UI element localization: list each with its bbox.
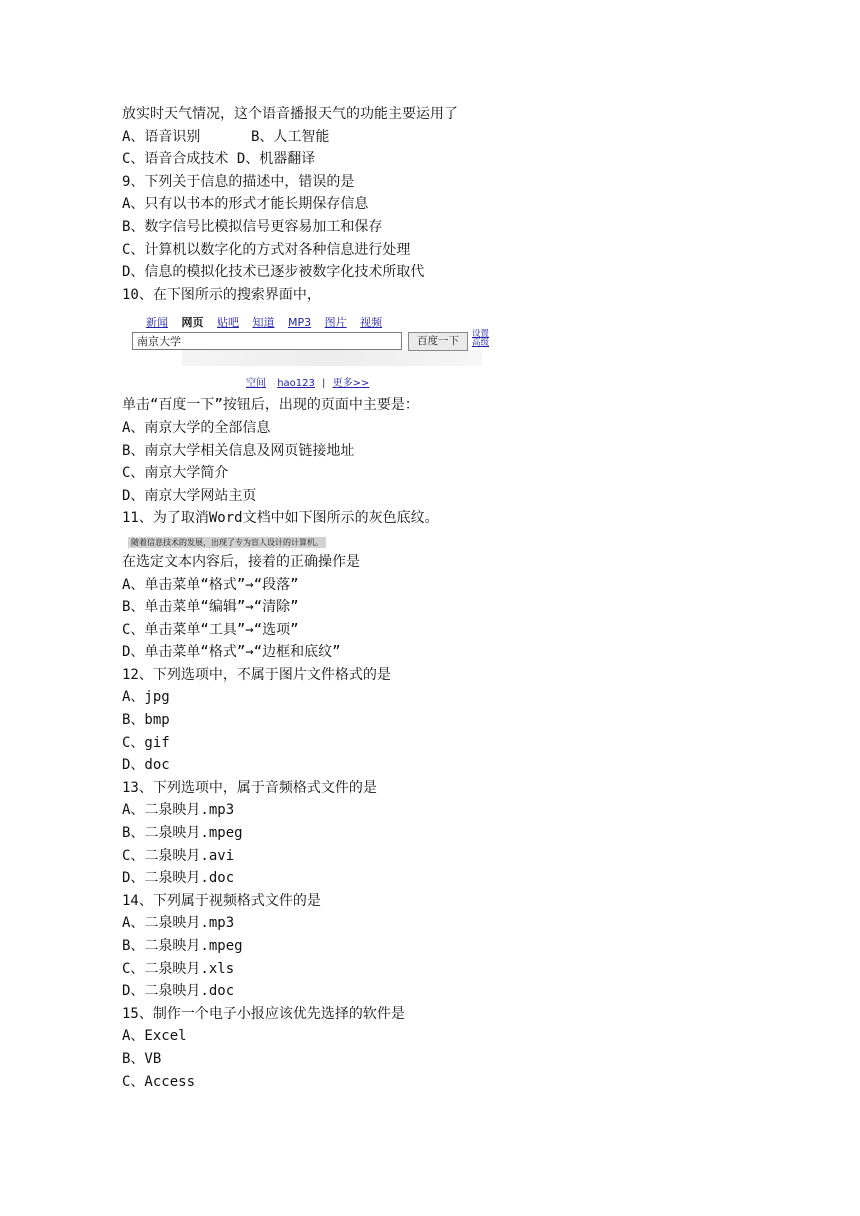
search-input: 南京大学	[132, 332, 402, 350]
link-space: 空间	[246, 378, 266, 390]
question-block-a	[122, 103, 782, 306]
link-more: 更多>>	[332, 378, 370, 390]
text-line: A、南京大学的全部信息	[122, 419, 271, 436]
text-line: A、单击菜单“格式”→“段落”	[122, 576, 299, 593]
text-line: D、doc	[122, 757, 170, 774]
text-line: A、语音识别 B、人工智能	[122, 128, 330, 145]
text-line: 15、制作一个电子小报应该优先选择的软件是	[122, 1005, 405, 1022]
link-separator: |	[322, 378, 326, 390]
settings-link: 设置 高级	[472, 329, 490, 349]
tab-video: 视频	[360, 316, 383, 330]
text-line: D、单击菜单“格式”→“边框和底纹”	[122, 644, 341, 661]
search-interface-figure	[122, 308, 502, 394]
question-block-b	[122, 394, 782, 530]
text-line: A、Excel	[122, 1028, 187, 1045]
link-hao123: hao123	[277, 378, 315, 390]
text-line: B、二泉映月.mpeg	[122, 825, 243, 842]
text-line: B、数字信号比模拟信号更容易加工和保存	[122, 218, 383, 235]
text-line: C、二泉映月.xls	[122, 960, 235, 977]
text-line: 10、在下图所示的搜索界面中，	[122, 286, 321, 303]
tab-zhidao: 知道	[252, 316, 275, 330]
text-line: A、jpg	[122, 689, 170, 706]
text-line: D、信息的模拟化技术已逐步被数字化技术所取代	[122, 264, 425, 281]
text-line: A、只有以书本的形式才能长期保存信息	[122, 196, 369, 213]
text-line: C、语音合成技术 D、机器翻译	[122, 151, 316, 168]
text-line: D、二泉映月.doc	[122, 983, 235, 1000]
text-line: C、Access	[122, 1073, 196, 1090]
text-line: 在选定文本内容后，接着的正确操作是	[122, 553, 360, 570]
watermark-logo	[182, 350, 482, 366]
text-line: D、南京大学网站主页	[122, 487, 257, 504]
question-block-c	[122, 551, 782, 1093]
text-line: C、单击菜单“工具”→“选项”	[122, 621, 299, 638]
text-line: B、VB	[122, 1050, 162, 1067]
text-line: B、bmp	[122, 712, 170, 729]
text-line: D、二泉映月.doc	[122, 870, 235, 887]
text-line: 14、下列属于视频格式文件的是	[122, 892, 321, 909]
text-line: 单击“百度一下”按钮后，出现的页面中主要是：	[122, 397, 419, 414]
tab-mp3: MP3	[288, 316, 312, 330]
text-line: 13、下列选项中，属于音频格式文件的是	[122, 779, 377, 796]
text-line: A、二泉映月.mp3	[122, 915, 235, 932]
tab-tieba: 贴吧	[217, 316, 239, 330]
text-line: 放实时天气情况，这个语音播报天气的功能主要运用了	[122, 106, 458, 122]
text-line: B、单击菜单“编辑”→“清除”	[122, 599, 299, 616]
text-line: B、二泉映月.mpeg	[122, 938, 243, 954]
document-page	[122, 103, 782, 1093]
text-line: C、计算机以数字化的方式对各种信息进行处理	[122, 241, 411, 258]
search-tabs	[146, 314, 392, 330]
text-line: C、gif	[122, 734, 170, 751]
text-line: C、二泉映月.avi	[122, 847, 235, 864]
search-button: 百度一下	[408, 332, 468, 351]
tab-news: 新闻	[146, 316, 168, 330]
text-line: B、南京大学相关信息及网页链接地址	[122, 442, 355, 459]
text-line: 9、下列关于信息的描述中，错误的是	[122, 173, 355, 190]
gray-shading-figure: 随着信息技术的发展，出现了专为盲人设计的计算机。	[128, 537, 326, 548]
bottom-links	[246, 374, 369, 389]
tab-images: 图片	[324, 316, 347, 330]
text-line: A、二泉映月.mp3	[122, 802, 235, 819]
text-line: C、南京大学简介	[122, 465, 229, 482]
text-line: 12、下列选项中，不属于图片文件格式的是	[122, 666, 391, 683]
text-line: 11、为了取消Word文档中如下图所示的灰色底纹。	[122, 510, 439, 527]
tab-web: 网页	[181, 316, 204, 330]
